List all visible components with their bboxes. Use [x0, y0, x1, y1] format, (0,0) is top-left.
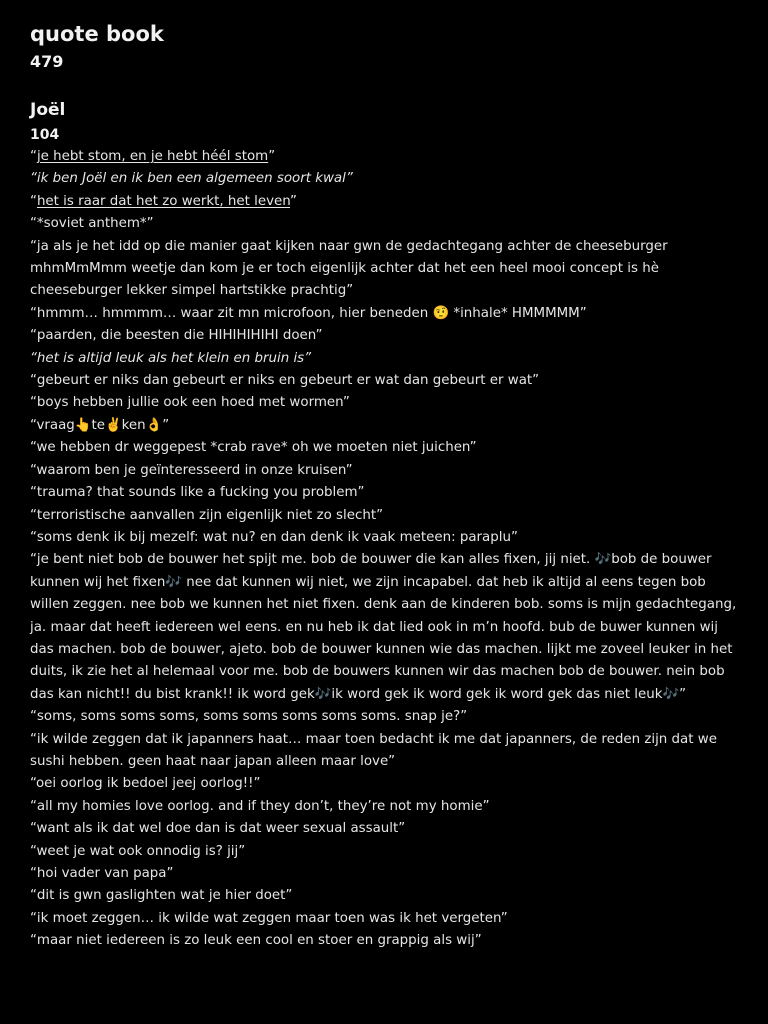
section-title: Joël: [30, 100, 66, 120]
quote-line[interactable]: [30, 885, 740, 907]
quote-line[interactable]: [30, 818, 740, 840]
quote-text: “boys hebben jullie ook een hoed met wormen”: [30, 395, 350, 411]
quote-text: “: [30, 149, 37, 164]
quote-line[interactable]: [30, 930, 740, 952]
quote-text: “het is altijd leuk als het klein en bruin is”: [30, 350, 312, 366]
quote-text: “all my homies love oorlog. and if they don’t, they’re not my homie”: [30, 798, 490, 814]
quote-text: “vraag👆te✌️ken👌”: [30, 417, 170, 433]
quote-list: [30, 146, 740, 953]
quote-line[interactable]: [30, 236, 740, 303]
quote-text: “hmmm… hmmmm… waar zit mn microfoon, hier beneden 🤨 *inhale* HMMMMM”: [30, 305, 587, 321]
quote-line[interactable]: [30, 863, 740, 885]
quote-text: “trauma? that sounds like a fucking you problem”: [30, 485, 365, 501]
quote-text: “hoi vader van papa”: [30, 866, 174, 881]
quote-text: “terroristische aanvallen zijn eigenlijk niet zo slecht”: [30, 507, 384, 523]
quote-text: “weet je wat ook onnodig is? jij”: [30, 843, 246, 859]
quote-text: “paarden, die beesten die HIHIHIHIHI doen”: [30, 328, 323, 344]
quote-line[interactable]: [30, 505, 740, 527]
section-count: 104: [30, 127, 60, 143]
quote-text-end: ”: [268, 149, 276, 164]
quote-line[interactable]: [30, 482, 740, 504]
quote-line[interactable]: [30, 527, 740, 549]
quote-line[interactable]: [30, 303, 740, 325]
quote-line[interactable]: [30, 908, 740, 930]
quote-text: “waarom ben je geïnteresseerd in onze kruisen”: [30, 462, 353, 478]
quote-text: “soms denk ik bij mezelf: wat nu? en dan denk ik vaak meteen: paraplu”: [30, 529, 518, 545]
quote-text: “ik wilde zeggen dat ik japanners haat… maar toen bedacht ik me dat japanners, de reden zijn dat we sushi hebben. geen haat naar japan alleen maar love”: [30, 731, 717, 769]
quote-line[interactable]: [30, 168, 740, 190]
quote-line[interactable]: [30, 796, 740, 818]
quote-line[interactable]: [30, 549, 740, 706]
note-count: 479: [30, 52, 64, 71]
quote-line[interactable]: [30, 392, 740, 414]
quote-line[interactable]: [30, 706, 740, 728]
quote-text: “oei oorlog ik bedoel jeej oorlog!!”: [30, 776, 261, 792]
quote-text: “ik moet zeggen… ik wilde wat zeggen maar toen was ik het vergeten”: [30, 910, 508, 926]
quote-line[interactable]: [30, 370, 740, 392]
quote-text: “dit is gwn gaslighten wat je hier doet”: [30, 888, 293, 904]
quote-line[interactable]: [30, 773, 740, 795]
quote-underlined-text: het is raar dat het zo werkt, het leven: [36, 193, 291, 209]
quote-line[interactable]: [30, 415, 740, 437]
note-title[interactable]: quote book: [30, 22, 164, 46]
quote-text: “we hebben dr weggepest *crab rave* oh we moeten niet juichen”: [30, 440, 477, 456]
quote-line[interactable]: [30, 146, 740, 168]
quote-text: “: [30, 193, 37, 209]
quote-text: “soms, soms soms soms, soms soms soms soms soms. snap je?”: [30, 709, 468, 725]
quote-text: “ik ben Joël en ik ben een algemeen soort kwal”: [30, 171, 353, 187]
quote-line[interactable]: [30, 325, 740, 347]
quote-text: “ja als je het idd op die manier gaat kijken naar gwn de gedachtegang achter de cheeseburger mhmMmMmm weetje dan kom je er toch eigenlijk achter dat het een heel mooi concept is hè cheeseburger lekker simpel hartstikke prachtig”: [30, 238, 668, 299]
quote-line[interactable]: [30, 729, 740, 774]
quote-text-end: ”: [290, 193, 297, 209]
quote-text: “gebeurt er niks dan gebeurt er niks en gebeurt er wat dan gebeurt er wat”: [30, 373, 540, 389]
quote-line[interactable]: [30, 460, 740, 482]
quote-line[interactable]: [30, 213, 740, 235]
quote-text: “*soviet anthem*”: [30, 216, 154, 232]
quote-line[interactable]: [30, 191, 740, 213]
quote-text: “maar niet iedereen is zo leuk een cool en stoer en grappig als wij”: [30, 933, 482, 949]
quote-line[interactable]: [30, 841, 740, 863]
quote-line[interactable]: [30, 437, 740, 459]
quote-line[interactable]: [30, 348, 740, 370]
quote-text: “want als ik dat wel doe dan is dat weer sexual assault”: [30, 821, 406, 837]
quote-underlined-text: je hebt stom, en je hebt héél stom: [36, 149, 269, 164]
quote-text: “je bent niet bob de bouwer het spijt me. bob de bouwer die kan alles fixen, jij niet. 🎶bob de bouwer kunnen wij het fixen🎶 nee dat kunnen wij niet, we zijn incapabel. dat heb ik altijd al eens tegen bob willen zeggen. nee bob we kunnen het niet fixen. denk aan de kinderen bob. soms is mijn gedachtegang, ja. maar dat heeft iedereen wel eens. en nu heb ik dat lied ook in m’n hoofd. bub de buwer kunnen wij das machen. bob de bouwer, ajeto. bob de bouwer kunnen wie das machen. lijkt me zoveel leuker in het duits, ik zie het al helemaal voor me. bob de bouwers kunnen wir das machen bob de bouwer. nein bob das kan nicht!! du bist krank!! ik word gek🎶ik word gek ik word gek ik word gek das niet leuk🎶”: [30, 552, 737, 702]
